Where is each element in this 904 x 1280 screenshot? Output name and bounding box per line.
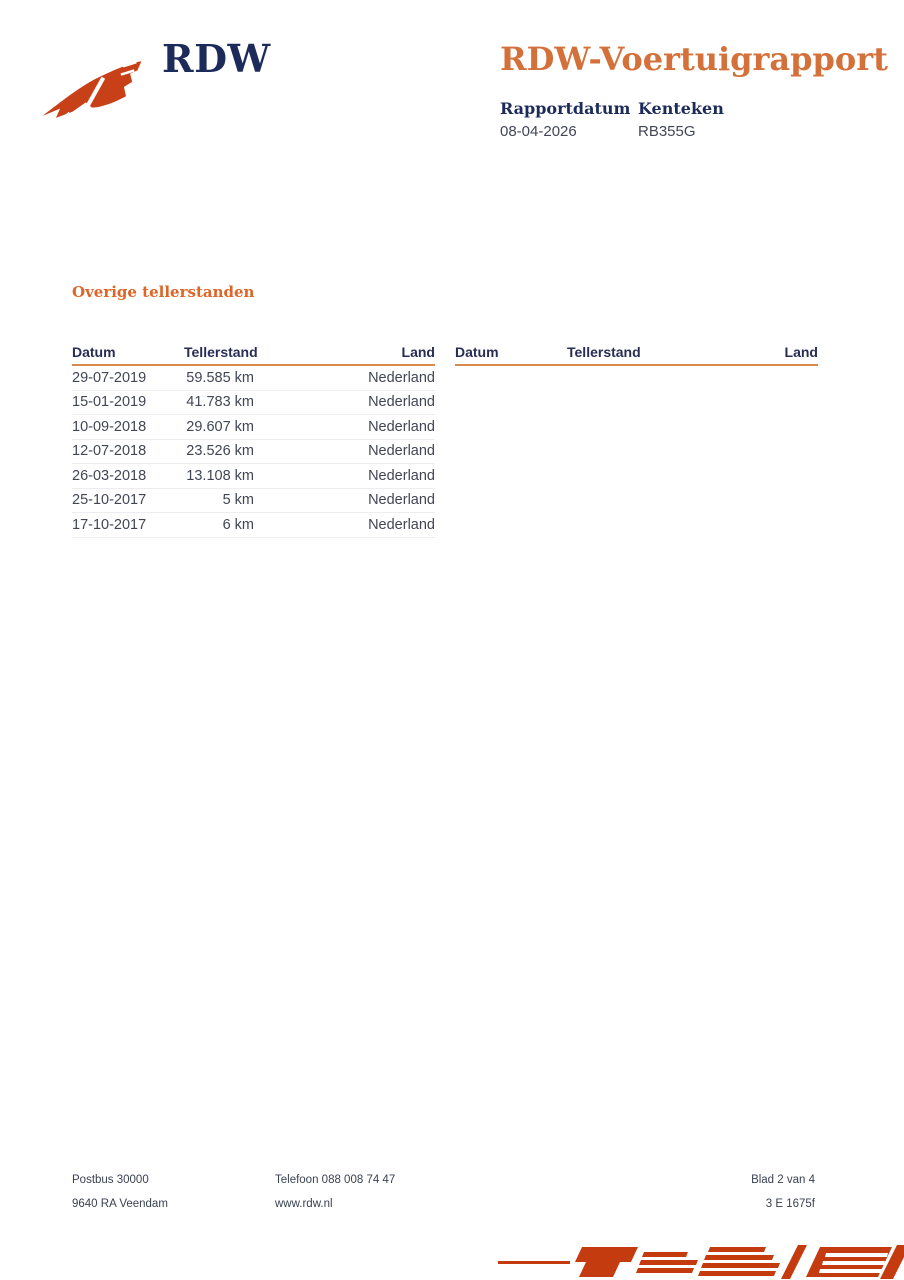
cell-datum: 15-01-2019 xyxy=(72,394,147,411)
rdw-logo xyxy=(38,36,271,136)
table-row xyxy=(72,464,435,489)
section-heading-overige-tellerstanden: Overige tellerstanden xyxy=(72,283,255,301)
table-header-row xyxy=(455,344,818,366)
column-header-tellerstand: Tellerstand xyxy=(567,344,641,360)
table-row xyxy=(72,489,435,514)
footer-paging xyxy=(751,1168,815,1216)
footer-doc-code: 3 E 1675f xyxy=(765,1198,815,1210)
cell-tellerstand: 29.607 km xyxy=(186,418,254,435)
cell-tellerstand: 13.108 km xyxy=(186,467,254,484)
column-header-datum: Datum xyxy=(455,344,499,360)
license-plate-value: RB355G xyxy=(638,123,696,140)
cell-land: Nederland xyxy=(368,418,435,435)
rdw-wordmark: RDW xyxy=(162,36,271,81)
report-date-value: 08-04-2026 xyxy=(500,123,577,140)
cell-datum: 29-07-2019 xyxy=(72,369,147,386)
footer-page-indicator: Blad 2 van 4 xyxy=(751,1174,815,1186)
cell-tellerstand: 5 km xyxy=(222,492,254,509)
column-header-land: Land xyxy=(784,344,818,360)
report-meta xyxy=(500,99,860,140)
table-row xyxy=(72,415,435,440)
speed-stripes-graphic xyxy=(498,1244,904,1280)
cell-land: Nederland xyxy=(368,467,435,484)
footer-phone: Telefoon 088 008 74 47 xyxy=(275,1174,396,1186)
table-row xyxy=(72,440,435,465)
cell-land: Nederland xyxy=(368,394,435,411)
cell-datum: 17-10-2017 xyxy=(72,516,147,533)
table-row xyxy=(72,513,435,538)
column-header-datum: Datum xyxy=(72,344,116,360)
column-header-tellerstand: Tellerstand xyxy=(184,344,258,360)
footer-website: www.rdw.nl xyxy=(275,1198,333,1210)
footer-address xyxy=(72,1168,168,1216)
footer-city: 9640 RA Veendam xyxy=(72,1198,168,1210)
cell-tellerstand: 23.526 km xyxy=(186,443,254,460)
table-row xyxy=(72,366,435,391)
report-date-label: Rapportdatum xyxy=(500,99,631,118)
cell-datum: 26-03-2018 xyxy=(72,467,147,484)
license-plate-label: Kenteken xyxy=(638,99,724,118)
table-row xyxy=(72,391,435,416)
cell-land: Nederland xyxy=(368,516,435,533)
page-title: RDW-Voertuigrapport xyxy=(500,40,888,78)
odometer-table-right xyxy=(455,344,818,366)
cell-tellerstand: 59.585 km xyxy=(186,369,254,386)
cell-datum: 25-10-2017 xyxy=(72,492,147,509)
cell-datum: 12-07-2018 xyxy=(72,443,147,460)
footer-contact xyxy=(275,1168,395,1216)
report-header xyxy=(500,40,888,140)
rdw-wing-icon xyxy=(40,54,144,122)
cell-land: Nederland xyxy=(368,492,435,509)
cell-land: Nederland xyxy=(368,369,435,386)
column-header-land: Land xyxy=(401,344,435,360)
footer-postbus: Postbus 30000 xyxy=(72,1174,149,1186)
odometer-table-left xyxy=(72,344,435,538)
cell-tellerstand: 6 km xyxy=(222,516,254,533)
cell-datum: 10-09-2018 xyxy=(72,418,147,435)
table-header-row xyxy=(72,344,435,366)
cell-land: Nederland xyxy=(368,443,435,460)
cell-tellerstand: 41.783 km xyxy=(186,394,254,411)
